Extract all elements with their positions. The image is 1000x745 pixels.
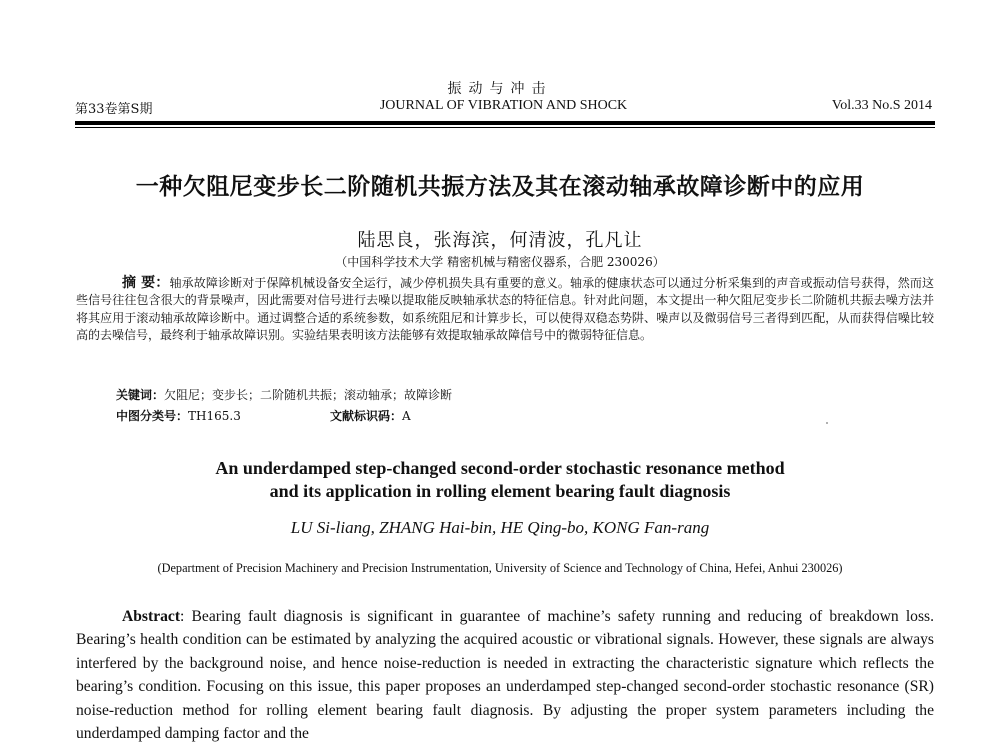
doc-code-value: A	[402, 409, 411, 423]
keywords-cn-label: 关键词：	[116, 388, 165, 402]
abstract-cn-text: 轴承故障诊断对于保障机械设备安全运行，减少停机损失具有重要的意义。轴承的健康状态可以通过分析采集到的声音或振动信号获得，然而这些信号往往包含很大的背景噪声，因此需要对信号进行去噪以提取能反映轴承状态的特征信息。针对此问题，本文提出一种欠阻尼变步长二阶随机共振去噪方法并将其应用于滚动轴承故障诊断中。通过调整合适的系统参数，如系统阻尼和计算步长，可以使得双稳态势阱、噪声以及微弱信号三者得到匹配，从而获得信噪比较高的去噪信号，最终利于轴承故障识别。实验结果表明该方法能够有效提取轴承故障信号中的微弱特征信息。	[76, 276, 935, 343]
header-rule-thin	[75, 127, 935, 128]
keywords-cn-text: 欠阻尼；变步长；二阶随机共振；滚动轴承；故障诊断	[164, 388, 453, 402]
running-header	[75, 98, 932, 118]
title-en-line2: and its application in rolling element bearing fault diagnosis	[269, 481, 731, 501]
clc-label: 中图分类号：	[116, 409, 189, 423]
affiliation-cn: （中国科学技术大学 精密机械与精密仪器系，合肥 230026）	[335, 255, 665, 269]
abstract-en-label: Abstract	[122, 608, 181, 625]
authors-en: LU Si-liang, ZHANG Hai-bin, HE Qing-bo, KONG Fan-rang	[290, 518, 710, 537]
title-en	[0, 457, 1000, 503]
abstract-en	[76, 605, 934, 745]
title-en-line1: An underdamped step-changed second-order stochastic resonance method	[215, 458, 785, 478]
title-cn: 一种欠阻尼变步长二阶随机共振方法及其在滚动轴承故障诊断中的应用	[135, 174, 865, 200]
issue-cn: 第33卷第S期	[75, 102, 153, 117]
authors-cn: 陆思良，张海滨，何清波，孔凡让	[357, 230, 643, 251]
clc-number	[116, 409, 241, 423]
scan-speck	[826, 422, 828, 424]
volume-en: Vol.33 No.S 2014	[831, 98, 932, 113]
journal-name-cn: 振动与冲击	[447, 81, 553, 97]
keywords-cn	[116, 386, 452, 403]
document-code	[330, 407, 411, 424]
clc-value: TH165.3	[188, 409, 241, 423]
doc-code-label: 文献标识码：	[330, 409, 403, 423]
classification-row	[116, 407, 536, 425]
abstract-cn	[76, 275, 934, 345]
affiliation-en: (Department of Precision Machinery and Precision Instrumentation, University of Science and Technology of China, Hefei, Anhui 230026)	[157, 561, 843, 575]
abstract-en-text: : Bearing fault diagnosis is significant in guarantee of machine’s safety running and reducing of breakdown loss. Bearing’s health condition can be estimated by analyzing the acquired acoustic or vibrational signals. However, these signals are always interfered by the background noise, and hence noise-reduction is needed in extracting the characteristic signature which reflects the bearing’s condition. Focusing on this issue, this paper proposes an underdamped step-changed second-order stochastic resonance (SR) noise-reduction method for rolling element bearing fault diagnosis. By adjusting the proper system parameters including the underdamped damping factor and the	[76, 608, 934, 743]
header-rule-thick	[75, 121, 935, 125]
journal-name-en: JOURNAL OF VIBRATION AND SHOCK	[379, 98, 628, 113]
abstract-cn-label: 摘 要：	[122, 275, 170, 291]
